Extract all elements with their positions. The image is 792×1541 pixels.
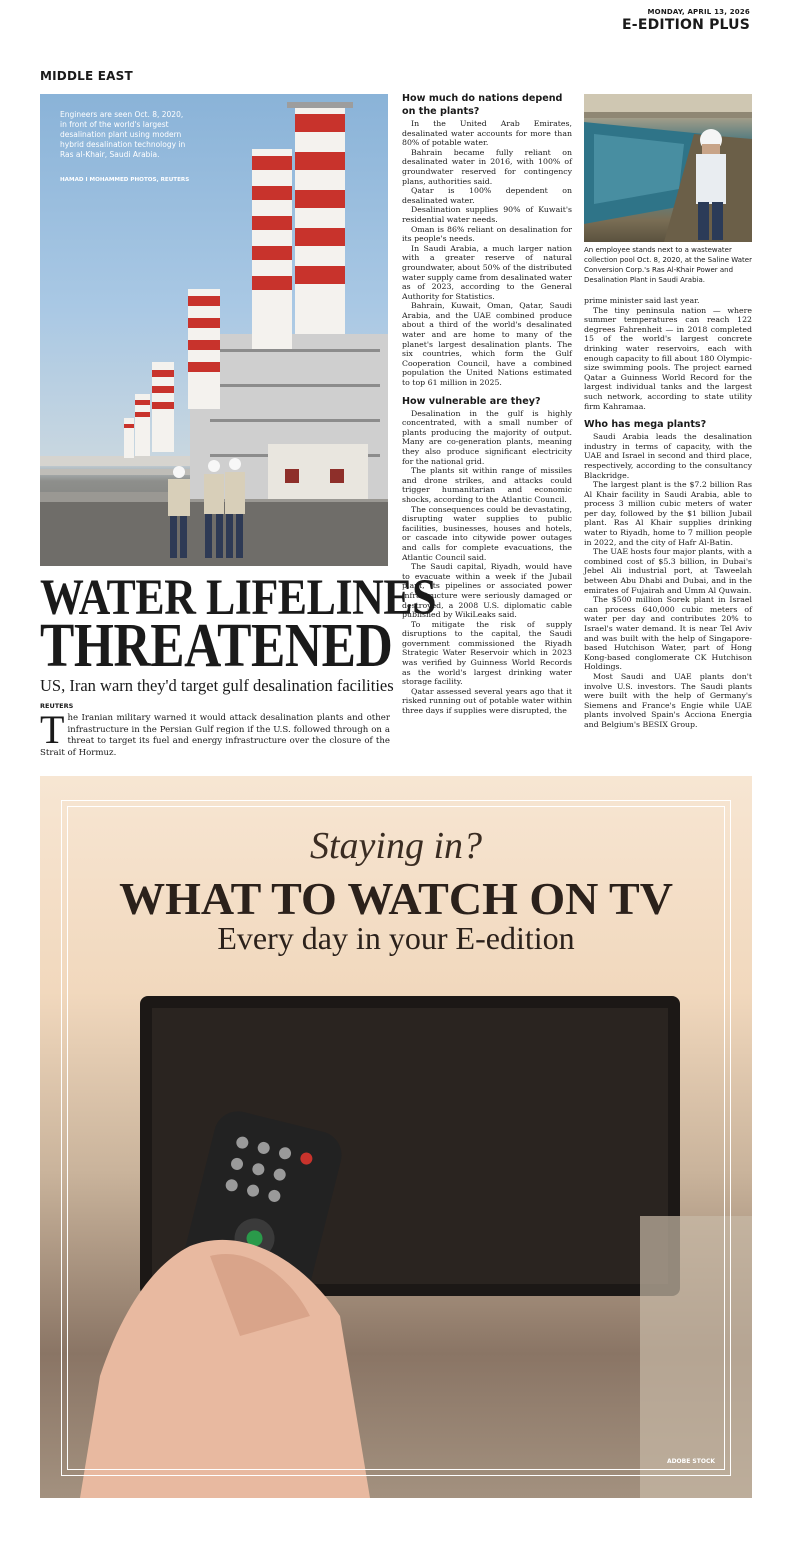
- paragraph: Bahrain, Kuwait, Oman, Qatar, Saudi Arabia, and the UAE combined produce about a third of the world's desalinated water and are home to many of the planet's largest desalination plants. The six countries, which form the Gulf Cooperation Council, have a combined population the United Nations estimated to top 61 million in 2025.: [402, 301, 572, 388]
- paragraph: The UAE hosts four major plants, with a combined cost of $5.3 billion, in Dubai's Jebel Ali industrial port, at Taweelah between Abu Dhabi and Dubai, and in the emirates of Fujairah and Umm Al Quwain.: [584, 547, 752, 595]
- wastewater-pool-illustration: [584, 94, 752, 242]
- subhead-vulnerability: How vulnerable are they?: [402, 395, 541, 407]
- paragraph: The plants sit within range of missiles and drone strikes, and attacks could trigger humanitarian and economic shocks, according to the Atlantic Council.: [402, 466, 572, 504]
- paragraph: The largest plant is the $7.2 billion Ras Al Khair facility in Saudi Arabia, able to process 3 million cubic meters of water per day, followed by the $1 billion Jubail plant. Ras Al Khair supplies drinking water to Riyadh, home to 7 million people in 2022, and the city of Hafr Al-Batin.: [584, 480, 752, 547]
- section-label: MIDDLE EAST: [40, 69, 133, 83]
- headline-line-2: THREATENED: [40, 612, 393, 680]
- article-column-2: [584, 296, 752, 730]
- paragraph: The Saudi capital, Riyadh, would have to evacuate within a week if the Jubail plant, its pipelines or associated power infrastructure were seriously damaged or destroyed, a 2008 U.S. diplomatic cable published by WikiLeaks said.: [402, 562, 572, 620]
- edition-brand: E-EDITION PLUS: [622, 17, 750, 33]
- article-column-1: [402, 92, 572, 716]
- hero-photo-credit: HAMAD I MOHAMMED PHOTOS, REUTERS: [60, 177, 190, 183]
- masthead: [622, 8, 750, 33]
- paragraph: prime minister said last year.: [584, 296, 700, 305]
- subheadline: US, Iran warn they'd target gulf desalination facilities: [40, 676, 394, 695]
- ad-photo-credit: ADOBE STOCK: [666, 1458, 715, 1465]
- subhead-mega-plants: Who has mega plants?: [584, 419, 707, 431]
- hero-caption: Engineers are seen Oct. 8, 2020, in front of the world's largest desalination plant using modern hybrid desalination technology in Ras al-Khair, Saudi Arabia.: [60, 110, 186, 159]
- headline-line-1: WATER LIFELINES: [40, 570, 437, 626]
- byline: REUTERS: [40, 702, 74, 710]
- wastewater-photo-caption: An employee stands next to a wastewater collection pool Oct. 8, 2020, at the Saline Water Conversion Corp.'s Ras Al-Khair Power and Desalination Plant in Saudi Arabia.: [584, 246, 752, 284]
- desalination-plant-illustration: [40, 94, 388, 566]
- lede-text: he Iranian military warned it would attack desalination plants and other infrastructure in the Persian Gulf region if the U.S. followed through on a threat to target its fuel and energy infrastructure over the closure of the Strait of Hormuz.: [40, 713, 390, 758]
- paragraph: Oman is 86% reliant on desalination for its people's needs.: [402, 224, 572, 244]
- subhead-dependence: How much do nations depend on the plants?: [402, 93, 563, 117]
- paragraph: Most Saudi and UAE plants don't involve U.S. investors. The Saudi plants were built with the help of Germany's Siemens and France's Engie while UAE plants involved Spain's Acciona Energia and Belgium's BESIX Group.: [584, 671, 752, 729]
- drop-cap: T: [40, 707, 65, 752]
- paragraph: Qatar is 100% dependent on desalinated water.: [402, 186, 572, 205]
- ad-title: WHAT TO WATCH ON TV: [119, 873, 673, 924]
- paragraph: The consequences could be devastating, disrupting water supplies to public facilities, businesses, houses and hotels, or cascade into citywide power outages and calls for complete evacuations, the Atlantic Council said.: [402, 504, 572, 562]
- wastewater-pool-photo: [584, 94, 752, 242]
- paragraph: Qatar assessed several years ago that it risked running out of potable water within three days if supplies were disrupted, the: [402, 686, 572, 716]
- paragraph: In the United Arab Emirates, desalinated water accounts for more than 80% of potable water.: [402, 119, 572, 148]
- paragraph: Desalination in the gulf is highly concentrated, with a small number of plants producing the majority of output. Many are co-generation plants, meaning they also produce significant electricity for the national grid.: [402, 408, 572, 466]
- ad-kicker: Staying in?: [309, 825, 483, 867]
- paragraph: The tiny peninsula nation — where summer temperatures can reach 122 degrees Fahrenheit — in 2018 completed 15 of the world's largest concrete drinking water reservoirs, each with enough capacity to fill about 180 Olympic-size swimming pools. The project earned Qatar a Guinness World Record for the largest individual tanks and the largest such network, according to state utility firm Kahramaa.: [584, 305, 752, 411]
- paragraph: Bahrain became fully reliant on desalinated water in 2016, with 100% of groundwater reserved for contingency plans, authorities said.: [402, 147, 572, 186]
- ad-subtitle: Every day in your E-edition: [217, 920, 575, 956]
- paragraph: To mitigate the risk of supply disruptions to the capital, the Saudi government commissioned the Riyadh Strategic Water Reservoir which in 2023 was verified by Guinness World Records as the world's largest drinking water storage facility.: [402, 619, 572, 687]
- issue-date: MONDAY, APRIL 13, 2026: [647, 8, 750, 16]
- paragraph: Saudi Arabia leads the desalination industry in terms of capacity, with the UAE and Israel in second and third place, respectively, according to the consultancy Blackridge.: [584, 432, 752, 480]
- paragraph: The $500 million Sorek plant in Israel can process 640,000 cubic meters of water per day and contributes 20% to Israel's water demand. It is near Tel Aviv and was built with the help of Singapore-based Hutchison Water, part of Hong Kong-based conglomerate CK Hutchison Holdings.: [584, 595, 752, 672]
- paragraph: Desalination supplies 90% of Kuwait's residential water needs.: [402, 205, 572, 224]
- lede-paragraph: [40, 707, 390, 759]
- tv-promo-ad[interactable]: [40, 776, 752, 1498]
- hero-photo: [40, 94, 388, 566]
- paragraph: In Saudi Arabia, a much larger nation with a greater reserve of natural groundwater, about 50% of the distributed water supply came from desalinated water as of 2023, according to the General Authority for Statistics.: [402, 243, 572, 301]
